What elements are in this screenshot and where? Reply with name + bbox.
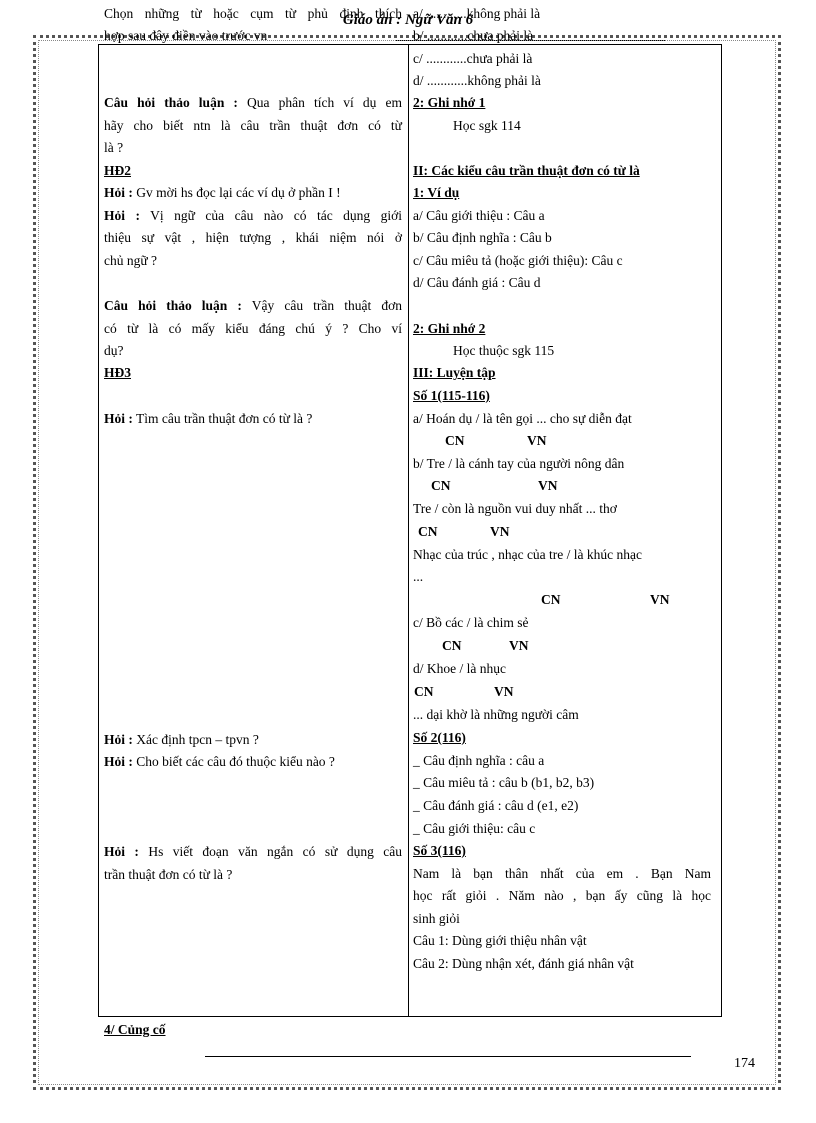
- exercise-3-heading: Số 3(116): [413, 843, 466, 858]
- example-a: a/ Câu giới thiệu : Câu a: [413, 208, 545, 223]
- cn-label: CN: [418, 524, 438, 539]
- discussion-label: Câu hỏi thảo luận :: [104, 95, 238, 110]
- exercise-3-text: Câu 1: Dùng giới thiệu nhân vật: [413, 933, 587, 948]
- exercise-3-text: sinh giỏi: [413, 911, 460, 926]
- example-d: d/ Câu đánh giá : Câu d: [413, 275, 541, 290]
- example-heading: 1: Ví dụ: [413, 185, 460, 200]
- option-c: c/ ............chưa phải là: [413, 51, 533, 66]
- exercise-2-item: _ Câu đánh giá : câu d (e1, e2): [413, 798, 579, 813]
- question-text: Cho biết các câu đó thuộc kiểu nào ?: [132, 754, 335, 769]
- option-b: b/ ............chưa phải là: [413, 28, 534, 43]
- cn-label: CN: [431, 478, 451, 493]
- ghi-nho-1-text: Học sgk 114: [453, 118, 521, 133]
- section-2-heading: II: Các kiểu câu trần thuật đơn có từ là: [413, 163, 640, 178]
- question-label: Hỏi :: [104, 732, 133, 747]
- exercise-1-b: b/ Tre / là cánh tay của người nông dân: [413, 456, 625, 471]
- vn-label: VN: [490, 524, 510, 539]
- question-line: [104, 751, 335, 774]
- left-line: là ?: [104, 140, 124, 155]
- left-line: hãy cho biết ntn là câu trần thuật đơn có từ: [104, 118, 402, 133]
- footer-rule: [205, 1056, 691, 1057]
- question-label: Hỏi :: [104, 185, 133, 200]
- cn-label: CN: [541, 592, 561, 607]
- exercise-3-text: Nam là bạn thân nhất của em . Bạn Nam: [413, 866, 711, 881]
- activity-heading-hd2: HĐ2: [104, 163, 131, 178]
- question-line: [104, 182, 341, 205]
- table-column-divider: [408, 44, 409, 1017]
- exercise-2-item: _ Câu giới thiệu: câu c: [413, 821, 536, 836]
- left-line: Chọn những từ hoặc cụm từ phủ định thích: [104, 6, 402, 21]
- exercise-1-a: a/ Hoán dụ / là tên gọi ... cho sự diễn đạt: [413, 411, 632, 426]
- page-number: 174: [734, 1056, 755, 1071]
- vn-label: VN: [650, 592, 670, 607]
- option-d: d/ ............không phải là: [413, 73, 541, 88]
- exercise-2-heading: Số 2(116): [413, 730, 466, 745]
- left-line: trần thuật đơn có từ là ?: [104, 867, 233, 882]
- exercise-2-item: _ Câu định nghĩa : câu a: [413, 753, 545, 768]
- question-text: Tìm câu trần thuật đơn có từ là ?: [132, 411, 313, 426]
- question-text: Xác định tpcn – tpvn ?: [132, 732, 259, 747]
- vn-label: VN: [527, 433, 547, 448]
- question-label: Hỏi :: [104, 844, 139, 859]
- question-line: [104, 205, 402, 228]
- section-3-heading: III: Luyện tập: [413, 365, 496, 380]
- vn-label: VN: [538, 478, 558, 493]
- section-4-heading: 4/ Củng cố: [104, 1022, 166, 1037]
- discussion-question-1: [104, 92, 402, 115]
- exercise-3-text: học rất giỏi . Năm nào , bạn ấy cũng là học: [413, 888, 711, 903]
- exercise-1-b2: Tre / còn là nguồn vui duy nhất ... thơ: [413, 501, 617, 516]
- exercise-1-b3: Nhạc của trúc , nhạc của tre / là khúc nhạc: [413, 547, 643, 562]
- question-label: Hỏi :: [104, 411, 133, 426]
- question-text: Hs viết đoạn văn ngắn có sử dụng câu: [138, 844, 402, 859]
- question-label: Hỏi :: [104, 208, 140, 223]
- left-line: có từ là có mấy kiểu đáng chú ý ? Cho ví: [104, 321, 402, 336]
- exercise-1-c: c/ Bồ các / là chim sẻ: [413, 615, 529, 630]
- question-text: Gv mời hs đọc lại các ví dụ ở phần I !: [132, 185, 341, 200]
- cn-label: CN: [414, 684, 434, 699]
- cn-label: CN: [445, 433, 465, 448]
- ghi-nho-2-heading: 2: Ghi nhớ 2: [413, 321, 486, 336]
- question-label: Hỏi :: [104, 754, 133, 769]
- left-line: chủ ngữ ?: [104, 253, 158, 268]
- activity-heading-hd3: HĐ3: [104, 365, 131, 380]
- discussion-label: Câu hỏi thảo luận :: [104, 298, 242, 313]
- example-b: b/ Câu định nghĩa : Câu b: [413, 230, 552, 245]
- exercise-3-text: Câu 2: Dùng nhận xét, đánh giá nhân vật: [413, 956, 634, 971]
- discussion-question-2: [104, 295, 402, 318]
- question-line: [104, 408, 312, 431]
- vn-label: VN: [494, 684, 514, 699]
- ghi-nho-2-text: Học thuộc sgk 115: [453, 343, 555, 358]
- exercise-1-b3-cont: ...: [413, 569, 424, 584]
- left-line: hợp sau đây điền vào trước vn: [104, 28, 268, 43]
- question-line: [104, 729, 259, 752]
- cn-label: CN: [442, 638, 462, 653]
- page-header-title: Giáo án : Ngữ Văn 6: [342, 12, 474, 28]
- exercise-1-d2: ... dại khờ là những người câm: [413, 707, 579, 722]
- discussion-text: Qua phân tích ví dụ em: [237, 95, 402, 110]
- discussion-text: Vậy câu trần thuật đơn: [241, 298, 402, 313]
- question-text: Vị ngữ của câu nào có tác dụng giới: [139, 208, 403, 223]
- example-c: c/ Câu miêu tả (hoặc giới thiệu): Câu c: [413, 253, 623, 268]
- left-line: thiệu sự vật , hiện tượng , khái niệm nói ở: [104, 230, 402, 245]
- left-line: dụ?: [104, 343, 124, 358]
- ghi-nho-1-heading: 2: Ghi nhớ 1: [413, 95, 486, 110]
- question-line: [104, 841, 402, 864]
- exercise-1-heading: Số 1(115-116): [413, 388, 490, 403]
- option-a: a/ ............không phải là: [413, 6, 541, 21]
- exercise-2-item: _ Câu miêu tả : câu b (b1, b2, b3): [413, 775, 595, 790]
- vn-label: VN: [509, 638, 529, 653]
- exercise-1-d: d/ Khoe / là nhục: [413, 661, 506, 676]
